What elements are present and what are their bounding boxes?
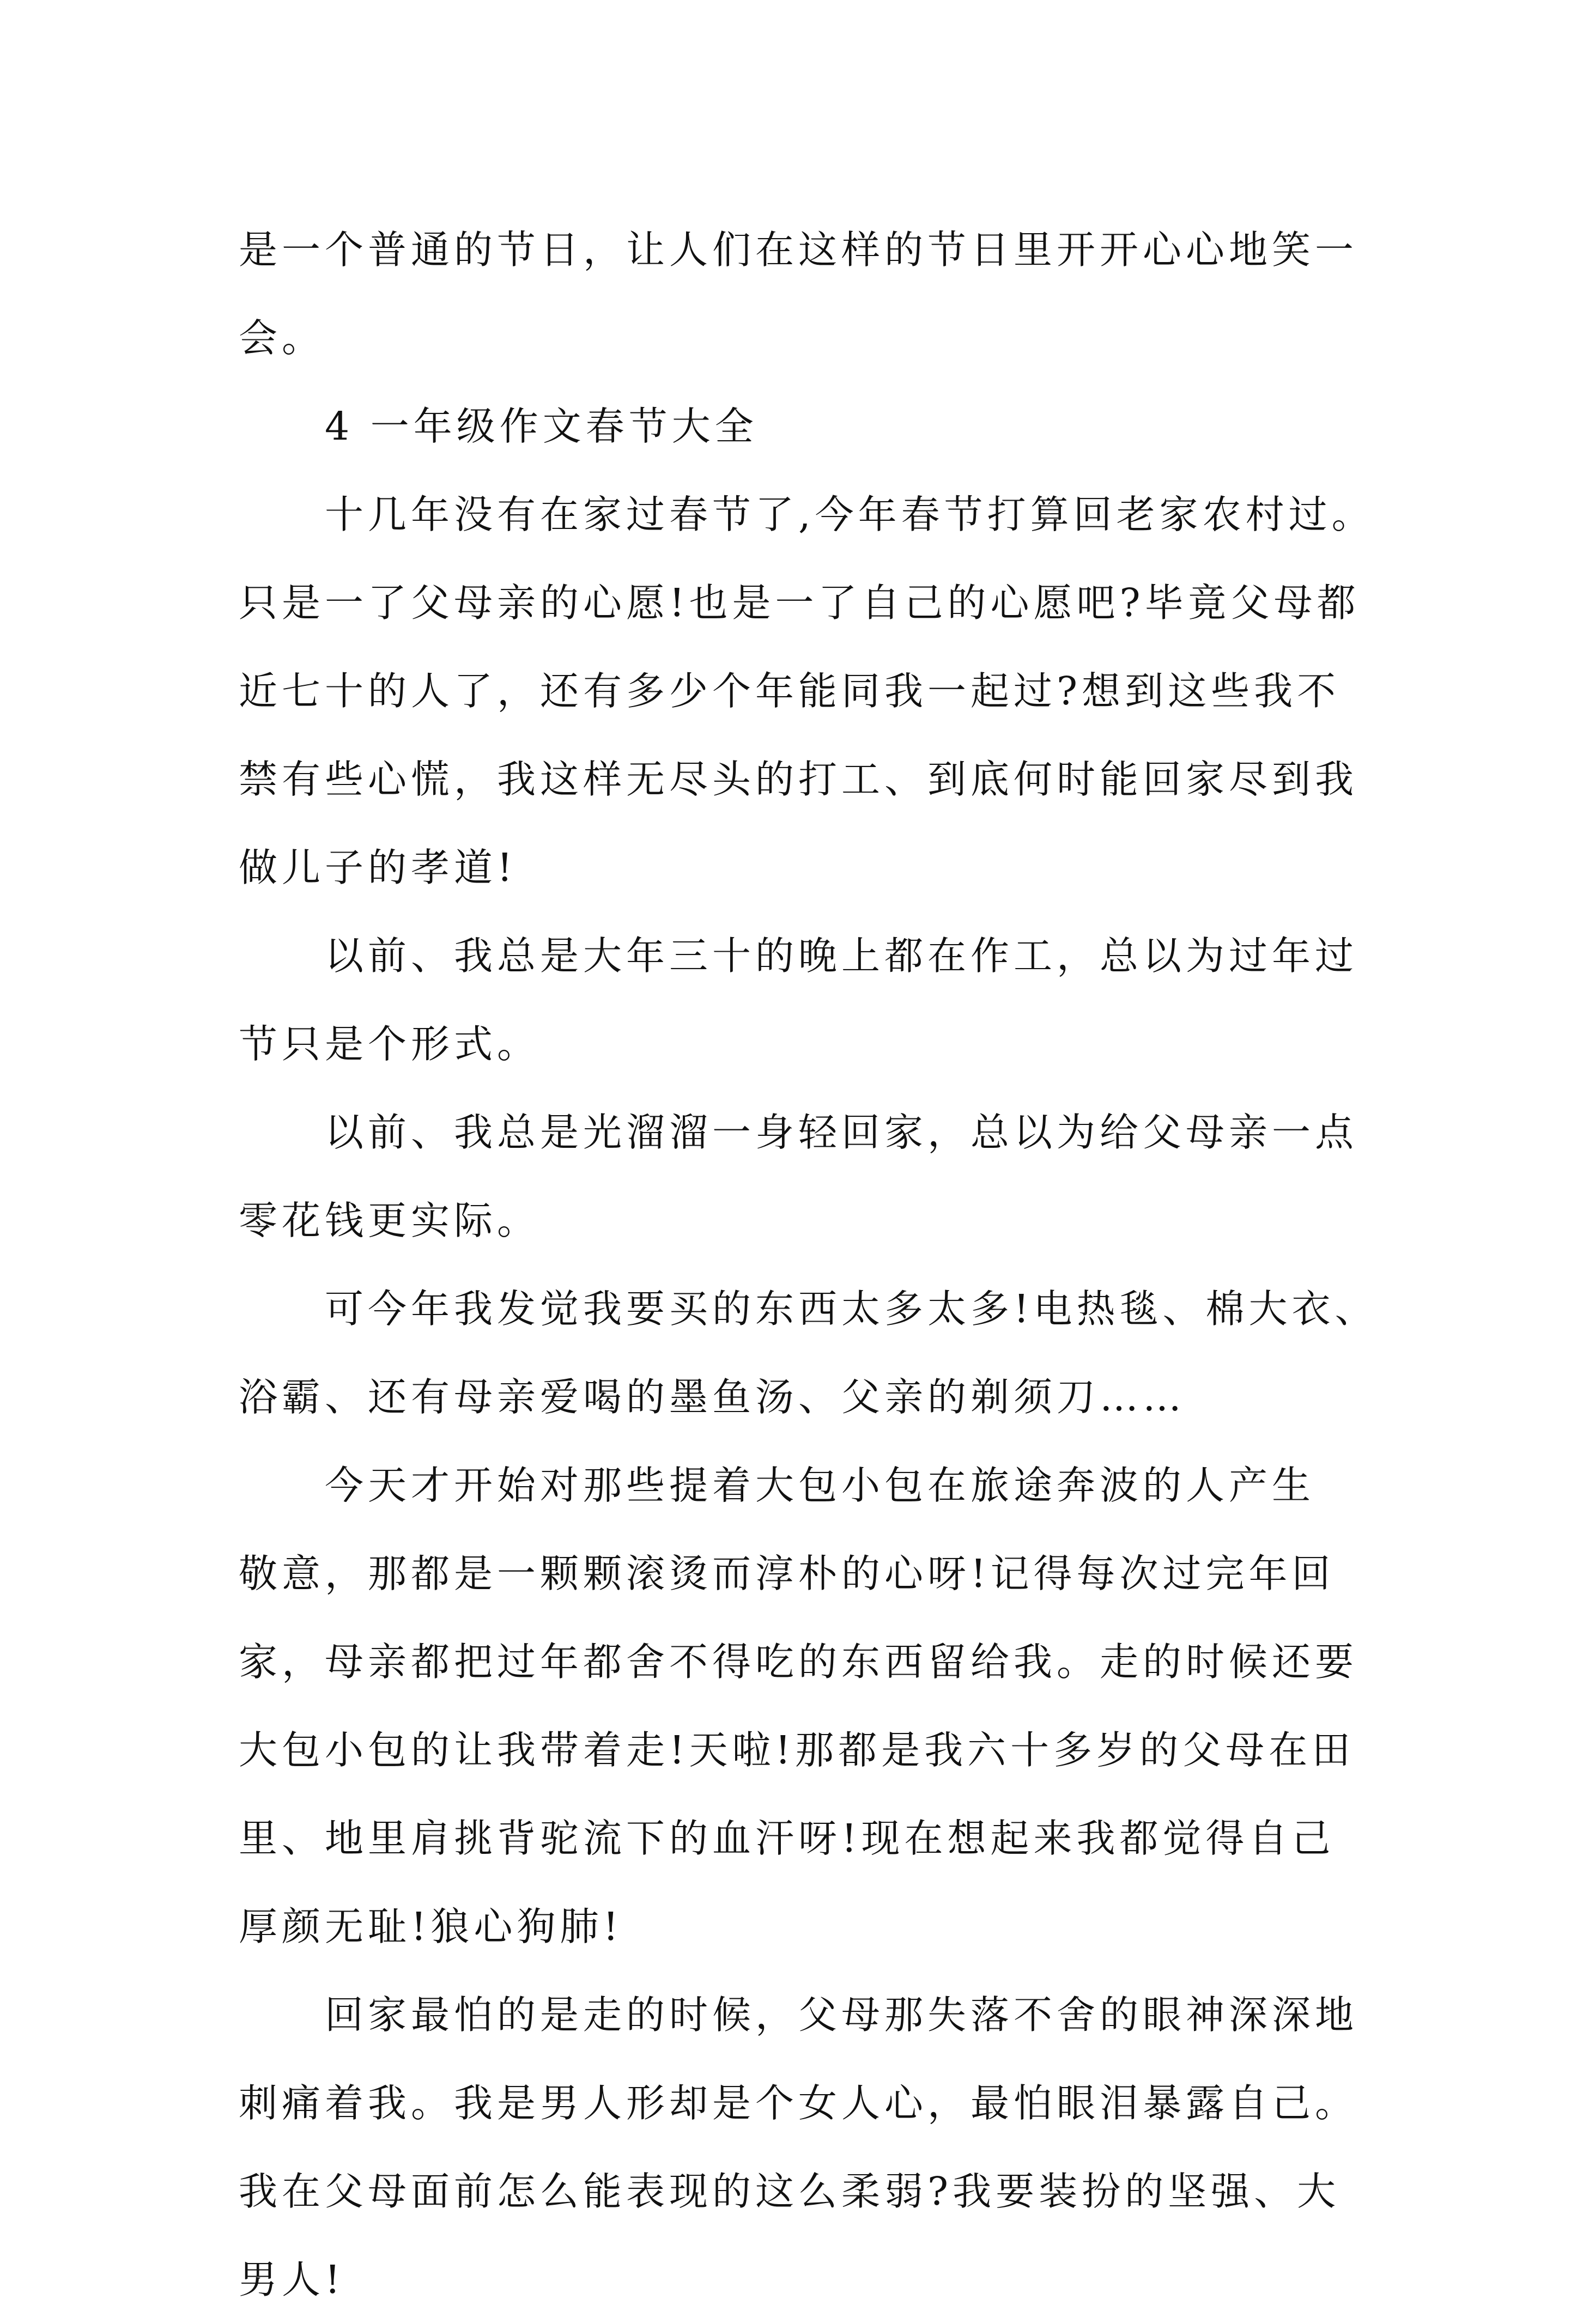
document-body: [239, 206, 1378, 2324]
text-line: 只是一了父母亲的心愿!也是一了自己的心愿吧?毕竟父母都: [239, 580, 1360, 625]
paragraph-first-line: 今天才开始对那些提着大包小包在旅途奔波的人产生: [325, 1463, 1315, 1508]
text-line: 禁有些心慌，我这样无尽头的打工、到底何时能回家尽到我: [239, 757, 1358, 802]
text-line: 敬意，那都是一颗颗滚烫而淳朴的心呀!记得每次过完年回: [239, 1551, 1335, 1596]
text-line: 做儿子的孝道!: [239, 845, 517, 890]
text-line: 厚颜无耻!狼心狗肺!: [239, 1904, 623, 1949]
text-line: 近七十的人了，还有多少个年能同我一起过?想到这些我不: [239, 668, 1341, 714]
text-line: 会。: [239, 315, 325, 361]
paragraph-first-line: 以前、我总是大年三十的晚上都在作工，总以为过年过: [325, 933, 1358, 978]
text-line: 是一个普通的节日，让人们在这样的节日里开开心心地笑一: [239, 227, 1358, 272]
paragraph-first-line: 回家最怕的是走的时候，父母那失落不舍的眼神深深地: [325, 1992, 1358, 2037]
text-line: 零花钱更实际。: [239, 1198, 541, 1243]
text-line: 大包小包的让我带着走!天啦!那都是我六十多岁的父母在田: [239, 1727, 1355, 1773]
text-line: 节只是个形式。: [239, 1021, 541, 1067]
paragraph-first-line: 以前、我总是光溜溜一身轻回家，总以为给父母亲一点: [325, 1110, 1358, 1155]
section-heading: 4 一年级作文春节大全: [325, 404, 758, 449]
text-line: 家，母亲都把过年都舍不得吃的东西留给我。走的时候还要: [239, 1639, 1358, 1684]
text-line: 浴霸、还有母亲爱喝的墨鱼汤、父亲的剃须刀……: [239, 1374, 1186, 1420]
text-line: 里、地里肩挑背驼流下的血汗呀!现在想起来我都觉得自己: [239, 1816, 1335, 1861]
paragraph-first-line: 十几年没有在家过春节了,今年春节打算回老家农村过。: [325, 492, 1375, 537]
paragraph-first-line: 可今年我发觉我要买的东西太多太多!电热毯、棉大衣、: [325, 1286, 1378, 1331]
text-line: 刺痛着我。我是男人形却是个女人心，最怕眼泪暴露自己。: [239, 2080, 1358, 2126]
text-line: 我在父母面前怎么能表现的这么柔弱?我要装扮的坚强、大: [239, 2169, 1341, 2214]
text-line: 男人!: [239, 2257, 345, 2302]
